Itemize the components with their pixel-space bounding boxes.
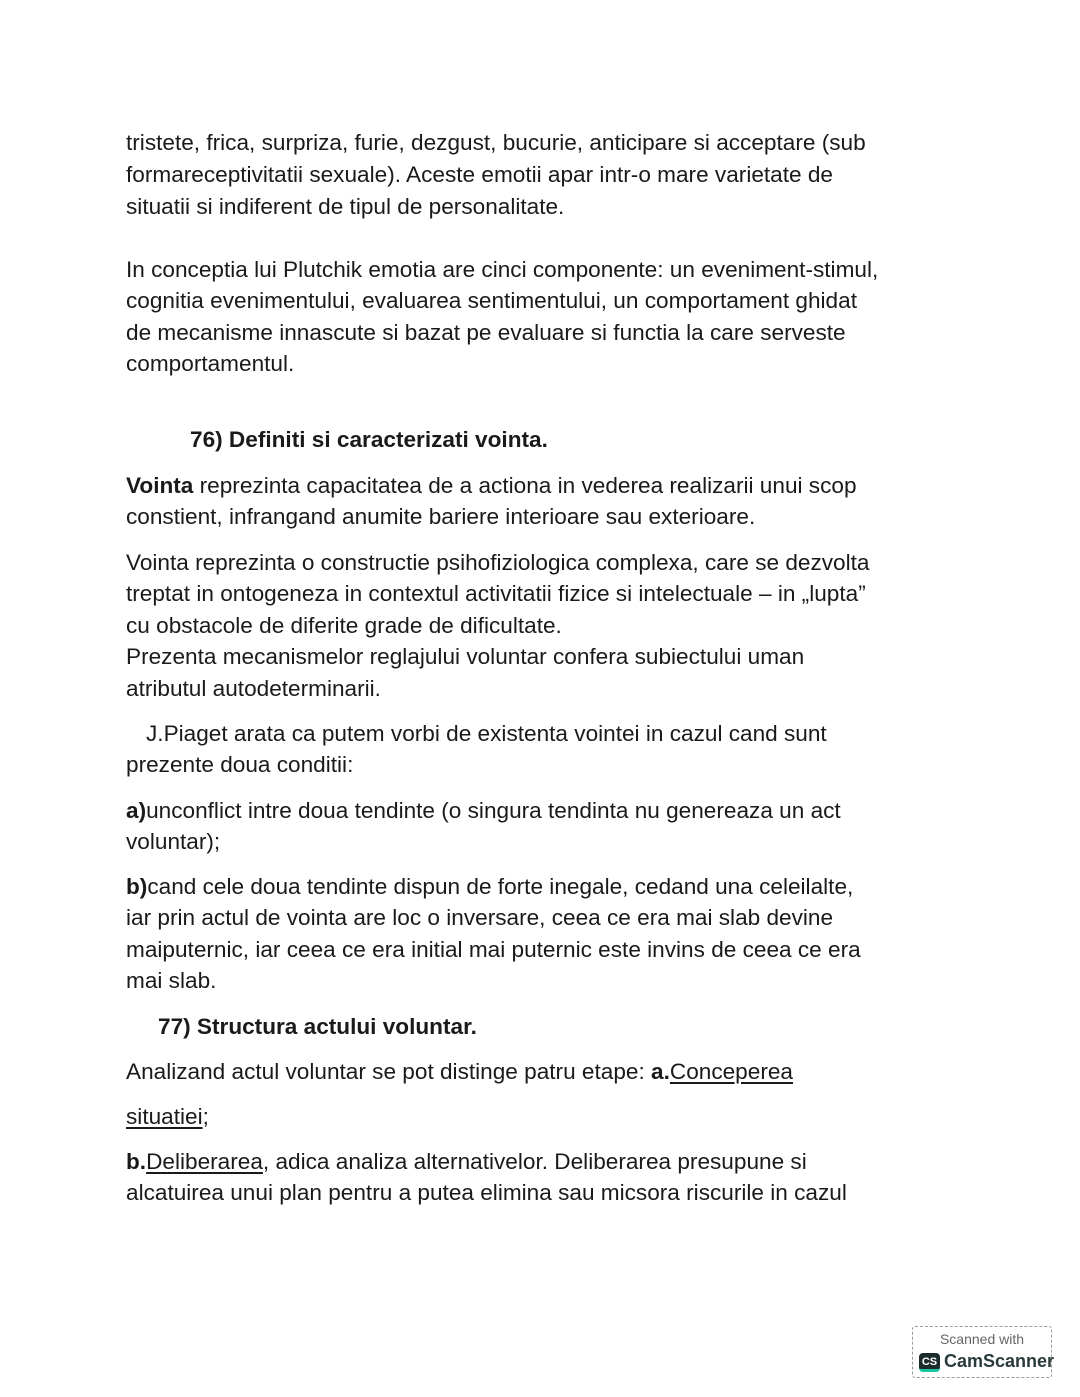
text-segment: alcatuirea unui plan pentru a putea elimina sau micsora riscurile in cazul	[126, 1180, 847, 1205]
text-segment: J.Piaget arata ca putem vorbi de existenta vointei in cazul cand sunt	[146, 721, 827, 746]
text-segment: voluntar);	[126, 829, 221, 854]
text-line	[190, 426, 548, 454]
bold-text: Vointa	[126, 473, 194, 498]
text-line	[126, 129, 866, 157]
text-segment: cand cele doua tendinte dispun de forte inegale, cedand una celeilalte,	[147, 874, 854, 899]
text-segment: Prezenta mecanismelor reglajului voluntar confera subiectului uman	[126, 644, 805, 669]
camscanner-logo-icon: CS	[919, 1353, 940, 1372]
bold-text: b.	[126, 1149, 147, 1174]
text-line	[126, 904, 833, 932]
text-segment: cu obstacole de diferite grade de dificultate.	[126, 613, 562, 638]
text-segment: comportamentul.	[126, 351, 295, 376]
text-segment: treptat in ontogeneza in contextul activitatii fizice si intelectuale – in „lupta”	[126, 581, 866, 606]
text-line	[126, 287, 857, 315]
bold-text: 77) Structura actului voluntar.	[158, 1014, 477, 1039]
text-line	[126, 797, 841, 825]
camscanner-brand: CamScanner	[944, 1351, 1055, 1371]
text-segment: de mecanisme innascute si bazat pe evaluare si functia la care serveste	[126, 320, 846, 345]
text-line	[126, 612, 562, 640]
text-line	[126, 751, 353, 779]
text-segment: formareceptivitatii sexuale). Aceste emotii apar intr-o mare varietate de	[126, 162, 833, 187]
text-segment: constient, infrangand anumite bariere interioare sau exterioare.	[126, 504, 756, 529]
text-line	[126, 549, 870, 577]
text-segment: unconflict intre doua tendinte (o singura tendinta nu genereaza un act	[146, 798, 841, 823]
text-line	[126, 1103, 209, 1131]
underlined-text: Deliberarea	[146, 1149, 263, 1174]
scanned-with-label: Scanned with	[939, 1331, 1025, 1347]
text-segment: Vointa reprezinta o constructie psihofiziologica complexa, care se dezvolta	[126, 550, 870, 575]
text-line	[126, 1179, 847, 1207]
text-segment: prezente doua conditii:	[126, 752, 354, 777]
text-line	[126, 936, 861, 964]
text-segment: In conceptia lui Plutchik emotia are cinci componente: un eveniment-stimul,	[126, 257, 879, 282]
text-segment: ;	[202, 1104, 209, 1129]
camscanner-watermark	[912, 1326, 1055, 1378]
text-segment: Analizand actul voluntar se pot distinge patru etape:	[126, 1059, 652, 1084]
text-line	[126, 256, 878, 284]
text-segment: tristete, frica, surpriza, furie, dezgust, bucurie, anticipare si acceptare (sub	[126, 130, 866, 155]
text-segment: mai slab.	[126, 968, 217, 993]
text-line	[146, 720, 827, 748]
text-line	[126, 828, 220, 856]
underlined-text: situatiei	[126, 1104, 203, 1129]
text-line	[126, 1148, 807, 1176]
text-line	[126, 967, 216, 995]
text-segment: atributul autodeterminarii.	[126, 676, 381, 701]
text-line	[158, 1013, 477, 1041]
underlined-text: Conceperea	[669, 1059, 793, 1084]
text-segment: reprezinta capacitatea de a actiona in vederea realizarii unui scop	[193, 473, 857, 498]
text-line	[126, 873, 853, 901]
text-segment: maiputernic, iar ceea ce era initial mai puternic este invins de ceea ce era	[126, 937, 861, 962]
text-line	[126, 319, 846, 347]
text-line	[126, 350, 294, 378]
text-segment: , adica analiza alternativelor. Deliberarea presupune si	[262, 1149, 807, 1174]
text-line	[126, 580, 866, 608]
text-line	[126, 472, 857, 500]
text-line	[126, 161, 833, 189]
text-line	[126, 193, 564, 221]
text-segment: iar prin actul de vointa are loc o inversare, ceea ce era mai slab devine	[126, 905, 834, 930]
bold-text: a)	[126, 798, 147, 823]
bold-text: a.	[651, 1059, 670, 1084]
text-segment: situatii si indiferent de tipul de personalitate.	[126, 194, 565, 219]
bold-text: b)	[126, 874, 148, 899]
text-line	[126, 503, 755, 531]
bold-text: 76) Definiti si caracterizati vointa.	[190, 427, 548, 452]
text-line	[126, 643, 804, 671]
text-line	[126, 675, 381, 703]
text-segment: cognitia evenimentului, evaluarea sentimentului, un comportament ghidat	[126, 288, 857, 313]
text-line	[126, 1058, 793, 1086]
